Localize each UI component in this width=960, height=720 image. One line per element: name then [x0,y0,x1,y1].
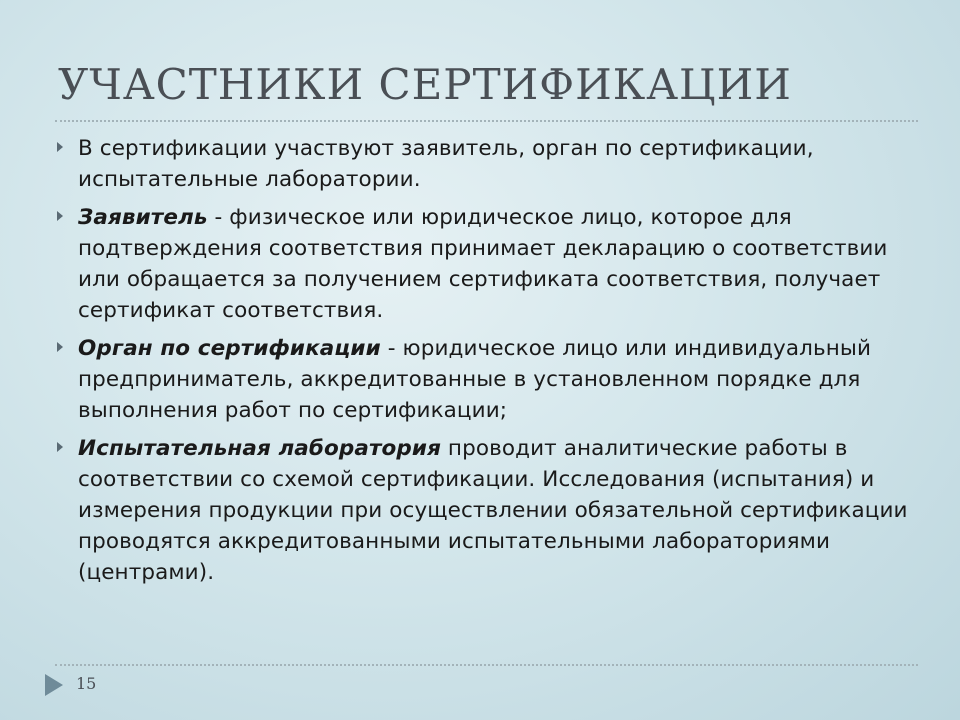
term-separator: - [207,205,230,230]
title-divider [55,120,918,122]
bullet-item [55,433,935,588]
bullet-item [55,202,935,326]
term-label: Заявитель [78,205,208,230]
term-separator [441,436,448,461]
term-label: Испытательная лаборатория [78,436,441,461]
bullet-triangle-icon [57,211,63,221]
bullet-text: юридическое лицо или индивидуальный предприниматель, аккредитованные в установленном порядке для выполнения работ по сертификации; [78,336,872,423]
bullet-text: В сертификации участвуют заявитель, орган по сертификации, испытательные лаборатории. [78,136,814,192]
bullet-triangle-icon [57,142,63,152]
bullet-item [55,333,935,426]
term-label: Орган по сертификации [78,336,381,361]
bullet-text: физическое или юридическое лицо, которое для подтверждения соответствия принимает декларацию о соответствии или обращается за получением сертификата соответствия, получает сертификат соответствия. [78,205,888,323]
term-separator: - [380,336,403,361]
footer-divider [55,664,918,666]
footer-triangle-icon [45,674,63,696]
bullet-text: проводит аналитические работы в соответствии со схемой сертификации. Исследования (испытания) и измерения продукции при осуществлении обязательной сертификации проводятся аккредитованными испытательными лабораториями (центрами). [78,436,908,585]
slide-content [55,133,935,595]
page-number: 15 [76,674,97,693]
bullet-triangle-icon [57,442,63,452]
bullet-triangle-icon [57,342,63,352]
bullet-item [55,133,935,195]
slide-title: УЧАСТНИКИ СЕРТИФИКАЦИИ [58,60,792,109]
